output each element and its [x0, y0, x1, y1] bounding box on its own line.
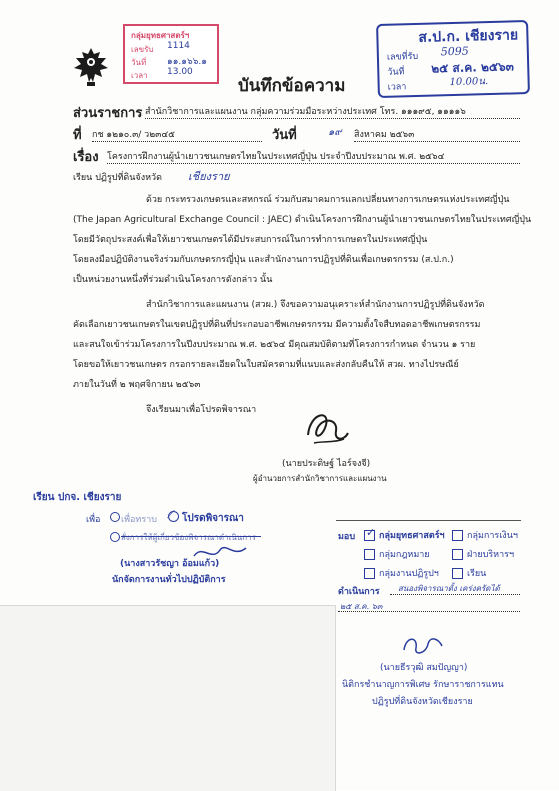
strike-line	[121, 536, 261, 537]
action-underline	[390, 594, 520, 595]
subject-value: โครงการฝึกงานผู้นำเยาวชนเกษตรไทยในประเทศญี่ปุ่น ประจำปีงบประมาณ พ.ศ. ๒๕๖๔	[107, 149, 520, 164]
closing-line: จึงเรียนมาเพื่อโปรดพิจารณา	[146, 405, 257, 415]
stamp-right-date-value: ๒๕ ส.ค. ๒๕๖๓	[431, 59, 515, 76]
right-signature-mark	[398, 630, 448, 658]
signer-position: ผู้อำนวยการสำนักวิชาการและแผนงาน	[253, 474, 387, 483]
checkbox-icon[interactable]	[364, 549, 375, 560]
paragraph2-line: ภายในวันที่ ๒ พฤศจิกายน ๒๕๖๓	[73, 380, 201, 390]
stamp-left-number-label: เลขรับ	[131, 45, 154, 54]
date-rest: สิงหาคม ๒๕๖๓	[354, 127, 520, 142]
option-circle-icon	[110, 512, 120, 522]
checkbox-icon[interactable]	[452, 530, 463, 541]
route-option-legal[interactable]	[364, 547, 430, 561]
routing-divider-top	[336, 520, 521, 521]
stamp-right-time-value: 10.00น.	[449, 76, 489, 89]
right-routing-action-label: ดำเนินการ	[338, 587, 380, 597]
route-option-label: กลุ่มการเงินฯ	[467, 531, 518, 541]
route-option-strategy[interactable]	[364, 528, 445, 542]
stamp-left-time-value: 13.00	[167, 67, 193, 77]
route-option-finance[interactable]	[452, 528, 518, 542]
left-routing-name: (นางสาวรัชญา อ้อมแก้ว)	[120, 559, 220, 569]
option-circle-icon	[110, 532, 120, 542]
right-routing-name: (นายธีรวุฒิ สมปัญญา)	[380, 663, 468, 673]
stamp-right-number-value: 5095	[440, 44, 469, 59]
garuda-emblem-icon	[70, 44, 112, 88]
date-label: วันที่	[272, 128, 297, 143]
route-option-label: กลุ่มงานปฏิรูปฯ	[379, 569, 439, 579]
checkbox-icon[interactable]	[452, 549, 463, 560]
agency-value: สำนักวิชาการและแผนงาน กลุ่มความร่วมมือระหว่างประเทศ โทร. ๑๑๑๙๕, ๑๑๑๑๖	[145, 104, 520, 119]
right-routing-to-label: มอบ	[338, 532, 356, 542]
route-option-label: เรียน	[467, 569, 487, 579]
left-routing-note: สั่งการให้ผู้เกี่ยวข้องพิจารณาดำเนินการ	[121, 533, 256, 542]
stamp-left-number-value: 1114	[167, 41, 190, 51]
stamp-right-org: ส.ป.ก. เชียงราย	[418, 27, 519, 46]
stamp-left-time-label: เวลา	[131, 71, 148, 80]
left-routing-position: นักจัดการงานทั่วไปปฏิบัติการ	[112, 575, 226, 585]
agency-label: ส่วนราชการ	[73, 106, 143, 121]
paragraph2-line: และสนใจเข้าร่วมโครงการในปีงบประมาณ พ.ศ. ๒๕๖๔ มีคุณสมบัติตามที่โครงการกำหนด จำนวน ๑ ราย	[73, 340, 476, 350]
right-routing-position2: ปฏิรูปที่ดินจังหวัดเชียงราย	[372, 697, 473, 707]
salutation-hand: เชียงราย	[188, 170, 230, 183]
stamp-left-title: กลุ่มยุทธศาสตร์ฯ	[131, 31, 190, 40]
paragraph1-line: เป็นหน่วยงานหนึ่งที่ร่วมดำเนินโครงการดังกล่าว นั้น	[73, 275, 273, 285]
signer-name: (นายประดิษฐ์ ไอร์จงจี)	[282, 459, 371, 469]
checkbox-icon[interactable]	[452, 568, 463, 579]
paragraph1-line: (The Japan Agricultural Exchange Council : JAEC) ดำเนินโครงการฝึกงานผู้นำเยาวชนเกษตรไทยในประเทศญี่ปุ่น	[73, 215, 532, 225]
paragraph1-line: โดยมีวัตถุประสงค์เพื่อให้เยาวชนเกษตรได้มีประสบการณ์ในการทำการเกษตรในประเทศญี่ปุ่น	[73, 235, 428, 245]
check-slash-icon: ⟋	[167, 508, 175, 521]
date-day: ๑๙	[328, 127, 342, 138]
date-underline	[338, 611, 520, 612]
left-routing-to: เรียน ปกจ. เชียงราย	[33, 492, 122, 503]
route-option-reform[interactable]	[364, 566, 439, 580]
folded-paper-edge	[0, 605, 336, 791]
signature-mark	[300, 405, 354, 449]
subject-label: เรื่อง	[73, 150, 99, 165]
doc-no-value: กช ๑๒๑๐.๓/ ว๒๓๔๕	[92, 127, 262, 142]
paragraph2-line: โดยขอให้เยาวชนเกษตร กรอกรายละเอียดในใบสมัครตามที่แนบและส่งกลับคืนให้ สวผ. ทางไปรษณีย์	[73, 360, 459, 370]
paragraph1-line: โดยลงมือปฏิบัติงานจริงร่วมกับเกษตรกรญี่ปุ่น และสำนักงานการปฏิรูปที่ดินเพื่อเกษตรกรรม (ส.ป.ก.)	[73, 255, 454, 265]
memo-title: บันทึกข้อความ	[238, 76, 346, 96]
checkbox-checked-icon[interactable]: ✓	[366, 526, 376, 539]
stamp-left-date-value: ๑๑.๑๖๖.๑	[167, 57, 207, 67]
stamp-right-number-label: เลขที่รับ	[386, 51, 419, 63]
right-routing-position1: นิติกรชำนาญการพิเศษ รักษาราชการแทน	[342, 680, 504, 690]
route-option-label: กลุ่มกฎหมาย	[379, 550, 430, 560]
stamp-left-date-label: วันที่	[131, 58, 147, 67]
receipt-stamp-right	[376, 20, 530, 98]
left-routing-opt1: เพื่อทราบ	[121, 515, 157, 525]
route-option-label: ฝ่ายบริหารฯ	[467, 550, 515, 560]
route-option-label: กลุ่มยุทธศาสตร์ฯ	[379, 531, 445, 541]
left-routing-opt2: โปรดพิจารณา	[182, 513, 244, 524]
route-option-other[interactable]	[452, 566, 486, 580]
right-routing-date-hand: ๒๕ ส.ค. ๖๓	[340, 602, 383, 611]
stamp-right-date-label: วันที่	[387, 67, 405, 78]
stamp-right-time-label: เวลา	[387, 82, 407, 93]
route-option-admin[interactable]	[452, 547, 514, 561]
right-routing-action-hand: สนองพิจารณาตั้ง เคร่งครัดได้	[398, 584, 500, 593]
left-routing-for-label: เพื่อ	[86, 515, 101, 525]
checkbox-icon[interactable]	[364, 568, 375, 579]
paragraph2-line: คัดเลือกเยาวชนเกษตรในเขตปฏิรูปที่ดินที่ประกอบอาชีพเกษตรกรรม มีความตั้งใจสืบทอดอาชีพเกษตรกรรม	[73, 320, 481, 330]
doc-no-label: ที่	[73, 128, 82, 143]
paragraph2-line: สำนักวิชาการและแผนงาน (สวผ.) จึงขอความอนุเคราะห์สำนักงานการปฏิรูปที่ดินจังหวัด	[146, 300, 485, 310]
receipt-stamp-left	[123, 24, 219, 84]
salutation: เรียน ปฏิรูปที่ดินจังหวัด	[73, 173, 162, 183]
paragraph1-line: ด้วย กระทรวงเกษตรและสหกรณ์ ร่วมกับสมาคมการแลกเปลี่ยนทางการเกษตรแห่งประเทศญี่ปุ่น	[146, 195, 510, 205]
